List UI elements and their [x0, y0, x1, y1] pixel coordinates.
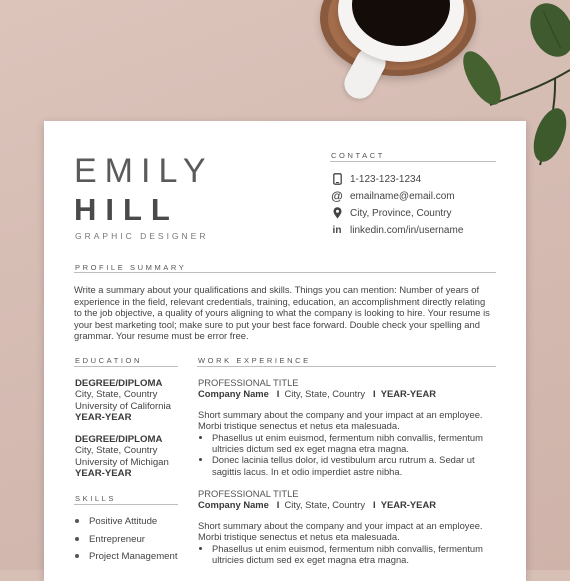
contact-rule	[330, 161, 496, 162]
contact-title: CONTACT	[331, 151, 385, 160]
job-bullet: • Phasellus ut enim euismod, fermentum nibh convallis, fermentum ultricies dictum sed ex eget magna etra magna.	[212, 543, 498, 566]
linkedin-text: linkedin.com/in/username	[350, 224, 464, 236]
job-bullet: • Phasellus ut enim euismod, fermentum nibh convallis, fermentum ultricies dictum sed ex eget magna etra magna.	[212, 432, 498, 455]
job-summary: Short summary about the company and your impact at an employee. Morbi tristique senectus et netus eta malesuada.	[198, 408, 483, 432]
skill-item: Positive Attitude	[75, 516, 157, 527]
email-text: emailname@email.com	[350, 190, 455, 202]
last-name: HILL	[74, 192, 179, 227]
job-entry	[198, 377, 498, 477]
education-item	[75, 434, 195, 480]
job-meta: Company Name I City, State, Country I YEAR-YEAR	[198, 388, 436, 400]
profile-text: Write a summary about your qualifications and skills. Things you can mention: Number of years of experience in the field, relevant credentials, training, education, an accomplishment directly relating to the job objective, a quality of yours aligning to what the company is looking to hire. Your resume is your best marketing tool; make sure to put your best face forward. Double check your spelling and grammar. Your resume must be error free.	[74, 284, 490, 342]
linkedin-icon: in	[332, 224, 342, 236]
job-summary: Short summary about the company and your impact at an employee. Morbi tristique senectus et netus eta malesuada.	[198, 519, 483, 543]
education-title: EDUCATION	[75, 356, 143, 365]
location-pin-icon	[331, 207, 343, 219]
job-meta: Company Name I City, State, Country I YEAR-YEAR	[198, 499, 436, 511]
edu-years: YEAR-YEAR	[75, 412, 132, 424]
location-text: City, Province, Country	[350, 207, 452, 219]
edu-years: YEAR-YEAR	[75, 468, 132, 480]
job-title: PROFESSIONAL TITLE	[198, 488, 299, 499]
education-item	[75, 378, 195, 424]
education-rule	[74, 366, 178, 367]
degree: DEGREE/DIPLOMA	[75, 378, 163, 389]
phone-text: 1-123-123-1234	[350, 173, 422, 185]
job-title: PROFESSIONAL TITLE	[198, 377, 299, 388]
contact-email	[331, 190, 455, 202]
skills-title: SKILLS	[75, 494, 117, 503]
edu-location: City, State, Country	[75, 389, 158, 401]
experience-title: WORK EXPERIENCE	[198, 356, 311, 365]
job-bullets	[198, 543, 498, 566]
contact-location	[331, 207, 452, 219]
skill-item: Project Management	[75, 551, 178, 562]
degree: DEGREE/DIPLOMA	[75, 434, 163, 445]
job-entry	[198, 488, 498, 565]
school: University of Michigan	[75, 456, 169, 468]
job-bullet: • Donec lacinia tellus dolor, id vestibulum arcu rutrum a. Sedar ut sagittis lacus. In et odio imperdiet astre nibha.	[212, 454, 498, 477]
profile-title: PROFILE SUMMARY	[75, 263, 187, 272]
skills-rule	[74, 504, 178, 505]
job-role: GRAPHIC DESIGNER	[75, 231, 209, 241]
edu-location: City, State, Country	[75, 445, 158, 457]
profile-rule	[74, 272, 496, 273]
skill-item: Entrepreneur	[75, 534, 145, 545]
contact-phone	[331, 173, 421, 185]
school: University of California	[75, 400, 171, 412]
contact-linkedin	[331, 224, 463, 236]
job-bullets	[198, 432, 498, 478]
first-name: EMILY	[74, 152, 214, 190]
experience-rule	[197, 366, 496, 367]
at-icon: @	[331, 189, 343, 203]
phone-icon	[331, 173, 343, 185]
